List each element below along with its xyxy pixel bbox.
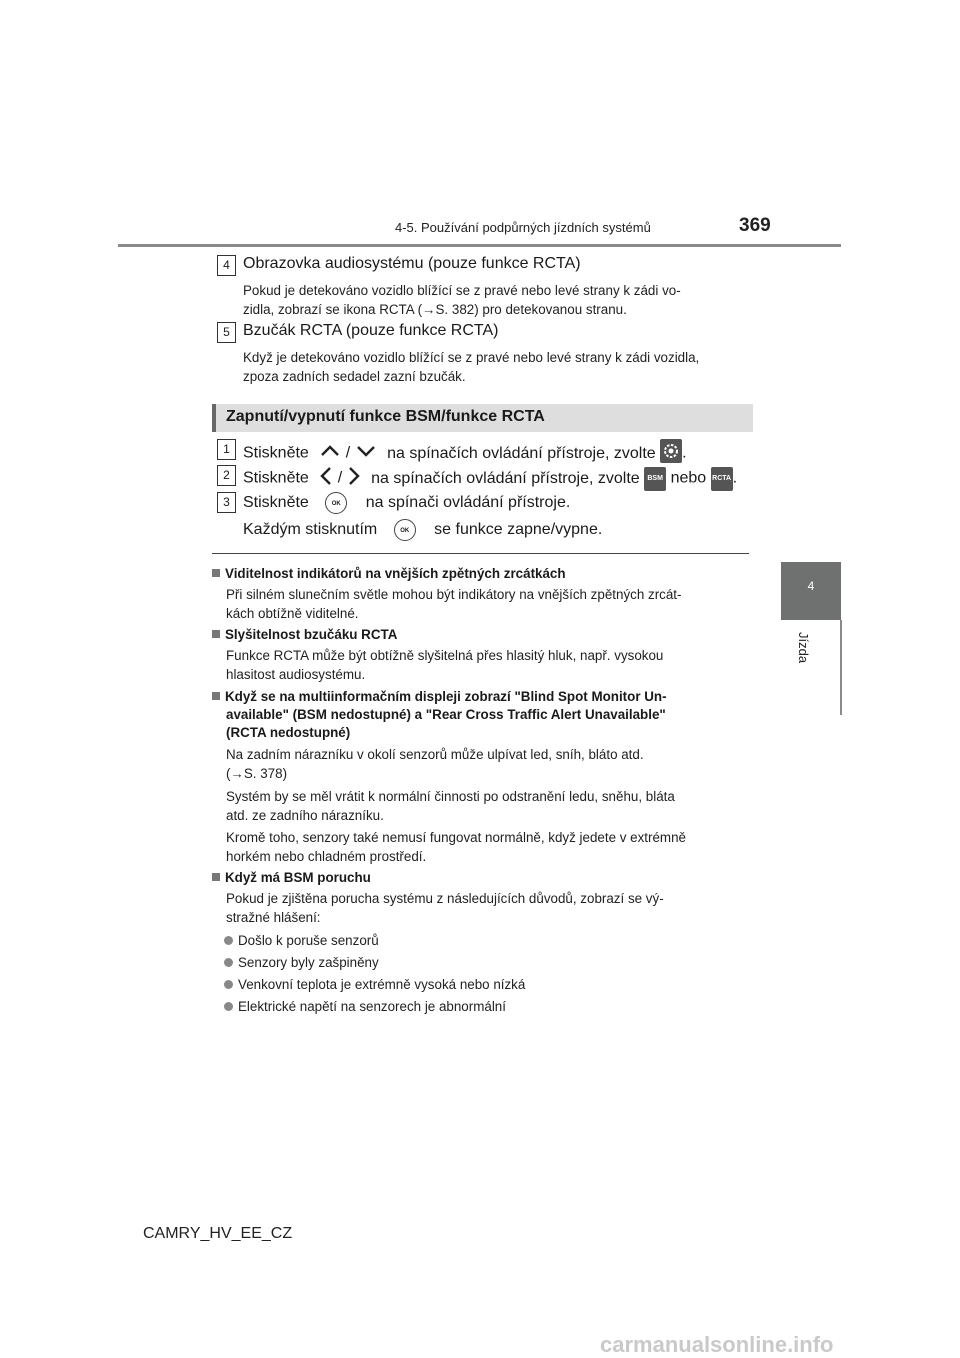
item-desc: zidla, zobrazí se ikona RCTA (→S. 382) pro detekovanou stranu. [243, 302, 627, 317]
note-text: horkém nebo chladném prostředí. [226, 849, 427, 864]
watermark: carmanualsonline.info [600, 1332, 834, 1357]
note-text: kách obtížně viditelné. [226, 606, 359, 621]
chevron-right-icon [347, 465, 361, 492]
item-number: 5 [217, 322, 236, 343]
chapter-tab: 4 [781, 562, 841, 620]
footer-doc-code: CAMRY_HV_EE_CZ [143, 1225, 293, 1242]
step-text: Stiskněte [243, 494, 309, 512]
note-text: atd. ze zadního nárazníku. [226, 808, 384, 823]
chevron-left-icon [319, 465, 333, 492]
step-text: nebo [670, 469, 707, 487]
note-heading-text: Viditelnost indikátorů na vnějších zpětných zrcátkách [225, 566, 566, 581]
note-text: Při silném slunečním světle mohou být indikátory na vnějších zpětných zrcát- [226, 587, 682, 602]
list-item-text: Senzory byly zašpiněny [238, 955, 379, 970]
note-heading-text: available" (BSM nedostupné) a "Rear Cross Traffic Alert Unavailable" [226, 707, 666, 722]
note-text: hlasitost audiosystému. [226, 667, 366, 682]
settings-gear-icon [660, 439, 682, 468]
note-heading [212, 869, 371, 887]
square-bullet-icon [212, 873, 220, 881]
note-heading-text: Když má BSM poruchu [225, 870, 371, 885]
list-item-text: Venkovní teplota je extrémně vysoká nebo nízká [238, 977, 526, 992]
bullet-dot-icon [224, 980, 233, 989]
note-text: (→S. 378) [226, 766, 288, 781]
list-item [224, 953, 379, 972]
list-item [224, 975, 525, 994]
list-item [224, 931, 379, 950]
note-text: stražné hlášení: [226, 910, 321, 925]
bsm-icon: BSM [644, 467, 666, 491]
item-desc: Když je detekováno vozidlo blížící se z pravé nebo levé strany k zádi vozidla, [243, 350, 700, 365]
note-heading-text: (RCTA nedostupné) [226, 725, 351, 740]
ok-button-icon: OK [325, 492, 347, 514]
step-1-number-wrap [217, 439, 236, 460]
step-3-sub [243, 519, 602, 541]
note-text: Na zadním nárazníku v okolí senzorů může ulpívat led, sníh, bláto atd. [226, 747, 644, 762]
step-separator: / [337, 469, 343, 487]
header-rule [118, 244, 841, 247]
step-text: na spínači ovládání přístroje. [365, 494, 571, 512]
square-bullet-icon [212, 569, 220, 577]
chapter-label: Jízda [796, 632, 811, 664]
chapter-tab-line [840, 620, 842, 715]
step-separator: / [345, 444, 351, 462]
note-text: Pokud je zjištěna porucha systému z následujících důvodů, zobrazí se vý- [226, 891, 664, 906]
note-heading-text: Když se na multiinformačním displeji zobrazí "Blind Spot Monitor Un- [225, 689, 667, 704]
step-period: . [682, 444, 687, 462]
list-item-text: Elektrické napětí na senzorech je abnormální [238, 999, 506, 1014]
header-section-title: 4-5. Používání podpůrných jízdních systémů [395, 220, 651, 235]
step-number: 3 [217, 492, 236, 513]
item-desc: Pokud je detekováno vozidlo blížící se z pravé nebo levé strany k zádi vo- [243, 283, 681, 298]
note-heading [212, 565, 566, 583]
note-heading [212, 688, 667, 706]
item-4 [217, 255, 236, 276]
step-1 [243, 439, 687, 468]
bullet-dot-icon [224, 936, 233, 945]
item-number: 4 [217, 255, 236, 276]
note-text: Kromě toho, senzory také nemusí fungovat normálně, když jedete v extrémně [226, 830, 686, 845]
step-2-number-wrap [217, 465, 236, 486]
section-heading-text: Zapnutí/vypnutí funkce BSM/funkce RCTA [226, 408, 545, 425]
step-3-number-wrap [217, 492, 236, 513]
note-text: Systém by se měl vrátit k normální činnosti po odstranění ledu, sněhu, bláta [226, 789, 675, 804]
chevron-up-icon [319, 444, 341, 463]
step-text: Stiskněte [243, 444, 309, 462]
section-heading [212, 404, 753, 432]
ok-button-icon: OK [394, 519, 416, 541]
step-3 [243, 492, 570, 514]
page-number: 369 [739, 215, 771, 236]
item-5 [217, 322, 236, 343]
chevron-down-icon [355, 444, 377, 463]
rcta-icon: RCTA [711, 467, 733, 491]
bullet-dot-icon [224, 958, 233, 967]
step-text: Každým stisknutím [243, 521, 378, 539]
note-heading-text: Slyšitelnost bzučáku RCTA [225, 627, 398, 642]
square-bullet-icon [212, 692, 220, 700]
step-text: na spínačích ovládání přístroje, zvolte [387, 444, 656, 462]
step-text: Stiskněte [243, 469, 309, 487]
step-text: na spínačích ovládání přístroje, zvolte [371, 469, 640, 487]
item-desc: zpoza zadních sedadel zazní bzučák. [243, 369, 466, 384]
list-item-text: Došlo k poruše senzorů [238, 933, 379, 948]
step-text: se funkce zapne/vypne. [434, 521, 603, 539]
square-bullet-icon [212, 630, 220, 638]
step-number: 2 [217, 465, 236, 486]
step-period: . [732, 469, 738, 487]
item-title: Obrazovka audiosystému (pouze funkce RCTA) [243, 255, 581, 272]
list-item [224, 997, 506, 1016]
bullet-dot-icon [224, 1002, 233, 1011]
note-text: Funkce RCTA může být obtížně slyšitelná přes hlasitý hluk, např. vysokou [226, 648, 664, 663]
step-number: 1 [217, 439, 236, 460]
step-2 [243, 465, 737, 492]
item-title: Bzučák RCTA (pouze funkce RCTA) [243, 322, 499, 339]
note-heading [212, 626, 397, 644]
section-divider [212, 553, 749, 554]
